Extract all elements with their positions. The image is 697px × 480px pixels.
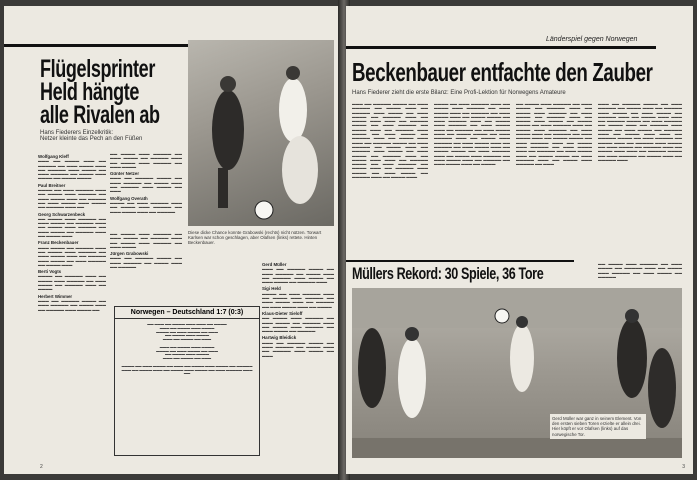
left-photo-caption: Diese dicke Chance konnte Grabowski (rechts) nicht nützen. Torwart Karlsen war schon geschlagen, aber Olafsen (links) rettete. Hinten Beckenbauer.: [188, 230, 322, 246]
second-headline-rule: [346, 260, 574, 262]
left-headline-line2: Held hängte: [40, 78, 140, 106]
player-name: Wolfgang Overath: [110, 195, 148, 201]
player-name: Gerd Müller: [262, 262, 287, 267]
right-column-4: ▬▬▬ ▬▬ ▬▬▬▬▬ ▬▬▬▬ ▬▬ ▬▬▬ ▬▬▬▬▬ ▬▬ ▬▬▬▬ ▬▬▬ ▬▬ ▬▬▬▬▬ ▬▬▬ ▬▬▬▬ ▬▬ ▬▬▬ ▬▬▬▬ ▬▬ ▬▬▬▬▬ ▬▬▬ ▬▬ ▬▬▬▬ ▬▬▬ ▬▬▬ ▬▬ ▬▬▬▬▬ ▬▬▬▬ ▬▬ ▬▬▬ ▬▬▬▬▬ ▬▬ ▬▬▬▬ ▬▬▬ ▬▬ ▬▬▬▬▬ ▬▬▬ ▬▬▬▬ ▬▬ ▬▬▬ ▬▬▬▬ ▬▬ ▬▬▬▬▬ ▬▬▬ ▬▬ ▬▬▬▬ ▬▬▬ ▬▬▬ ▬▬ ▬▬▬▬▬ ▬▬▬▬ ▬▬ ▬▬▬ ▬▬▬▬▬ ▬▬ ▬▬▬▬ ▬▬▬ ▬▬ ▬▬▬▬▬ ▬▬▬ ▬▬▬▬ ▬▬ ▬▬▬ ▬▬▬▬ ▬▬ ▬▬▬▬▬ ▬▬▬ ▬▬ ▬▬▬▬ ▬▬▬ ▬▬▬ ▬▬ ▬▬▬▬▬ ▬▬▬▬ ▬▬ ▬▬▬ ▬▬▬▬▬ ▬▬ ▬▬▬▬ ▬▬▬ ▬▬ ▬▬▬▬▬ ▬▬▬: [598, 102, 682, 162]
player-name: Georg Schwarzenbeck: [38, 211, 86, 217]
player-name: Klaus-Dieter Sieloff: [262, 310, 303, 316]
right-photo-caption: Gerd Müller war ganz in seinem Element. Von den ersten sieben Toren erzielte er allein drei. Hier köpft er vor Olafsen (links) auf das norwegische Tor.: [550, 414, 646, 439]
right-page-number: 3: [682, 464, 685, 470]
right-column-3: ▬▬ ▬▬▬▬ ▬▬▬ ▬▬▬▬▬ ▬▬ ▬▬▬ ▬▬▬▬ ▬▬ ▬▬▬▬▬ ▬▬▬ ▬▬ ▬▬▬▬ ▬▬▬ ▬▬▬▬▬ ▬▬ ▬▬▬ ▬▬▬▬ ▬▬ ▬▬▬▬▬ ▬▬▬ ▬▬ ▬▬▬▬ ▬▬▬ ▬▬▬▬ ▬▬ ▬▬▬▬ ▬▬▬▬ ▬▬ ▬▬▬ ▬▬▬▬▬ ▬▬▬ ▬▬ ▬▬▬▬ ▬▬▬ ▬▬▬▬▬ ▬▬ ▬▬▬ ▬▬▬▬ ▬▬▬ ▬▬ ▬▬▬▬▬ ▬▬ ▬▬▬ ▬▬▬▬ ▬▬▬ ▬▬ ▬▬▬▬ ▬▬▬▬ ▬▬ ▬▬▬ ▬▬▬▬▬ ▬▬▬ ▬▬ ▬▬▬▬ ▬▬▬ ▬▬▬▬▬ ▬▬ ▬▬▬ ▬▬▬▬ ▬▬▬ ▬▬ ▬▬▬▬▬ ▬▬ ▬▬▬ ▬▬▬▬ ▬▬▬ ▬▬ ▬▬▬▬ ▬▬▬▬ ▬▬ ▬▬▬ ▬▬▬▬▬ ▬▬▬ ▬▬ ▬▬▬▬ ▬▬▬ ▬▬▬▬▬ ▬▬ ▬▬▬: [516, 102, 592, 167]
left-column-2-top: ▬▬ ▬▬▬▬ ▬▬▬ ▬▬▬▬▬ ▬▬ ▬▬▬ ▬▬▬▬ ▬▬ ▬▬▬▬▬ ▬▬▬ ▬▬ ▬▬▬▬ ▬▬▬ ▬▬▬▬▬ ▬▬ ▬▬▬ ▬▬▬▬ Günter Netzer ▬▬▬ ▬▬ ▬▬▬▬▬ ▬▬▬▬ ▬▬ ▬▬▬ ▬▬▬▬▬ ▬▬ ▬▬▬▬ ▬▬▬ ▬▬ ▬▬▬▬▬ ▬▬▬ ▬▬▬▬ ▬▬ ▬▬▬ Wolfgang Overath ▬▬▬▬ ▬▬ ▬▬▬ ▬▬▬▬▬ ▬▬▬ ▬▬ ▬▬▬▬ ▬▬▬ ▬▬▬▬▬ ▬▬ ▬▬▬ ▬▬▬▬ ▬▬▬ ▬▬ ▬▬▬▬▬: [110, 152, 182, 214]
player-name: Paul Breitner: [38, 182, 66, 188]
result-box-lineups: ▬▬ ▬▬▬ ▬▬ ▬▬▬▬ ▬▬▬ ▬▬▬ ▬▬ ▬▬▬▬ ▬▬▬ ▬▬ ▬▬▬▬ ▬▬▬ ▬▬▬▬ ▬▬▬▬ ▬▬ ▬▬▬ ▬▬▬▬ ▬▬ ▬▬▬ ▬▬ ▬▬▬▬ ▬▬▬ ▬▬▬▬ ▬▬▬ ▬▬ ▬▬▬▬ ▬▬ ▬▬▬ ▬▬▬ ▬▬ ▬▬▬▬ ▬▬▬ ▬▬▬▬ ▬▬▬▬ ▬▬ ▬▬▬ ▬▬▬▬ ▬▬ ▬▬▬ ▬▬ ▬▬▬▬ ▬▬▬ ▬▬▬▬ ▬▬▬ ▬▬ ▬▬▬▬ ▬▬ ▬▬▬ ▬▬▬▬ ▬▬ ▬▬▬ ▬▬▬▬ ▬▬ ▬▬▬ ▬▬ ▬▬▬▬ ▬▬▬ ▬▬▬▬ ▬▬ ▬▬▬▬▬ ▬▬▬ ▬▬ ▬▬▬▬ ▬▬▬ ▬▬ ▬▬▬▬ ▬▬▬ ▬▬▬▬ ▬▬ ▬▬▬ ▬▬▬▬▬ ▬▬▬ ▬▬: [121, 322, 253, 376]
right-page: [346, 6, 693, 474]
left-column-1: Wolfgang Kleff ▬▬▬ ▬▬ ▬▬▬▬ ▬▬▬ ▬▬ ▬▬▬▬▬ ▬▬ ▬▬▬ ▬▬▬▬ ▬▬▬ ▬▬ ▬▬▬▬▬ ▬▬▬ ▬▬▬▬ ▬▬ ▬▬▬ ▬▬▬▬▬ ▬▬ ▬▬▬▬ ▬▬▬ ▬▬▬▬ ▬▬ ▬▬▬▬ ▬▬▬▬ Paul Breitner ▬▬▬▬ ▬▬ ▬▬▬ ▬▬▬▬▬ ▬▬▬ ▬▬ ▬▬▬▬ ▬▬▬ ▬▬▬▬▬ ▬▬ ▬▬▬ ▬▬▬▬ ▬▬▬ ▬▬ ▬▬▬▬▬ ▬▬ ▬▬▬ ▬▬▬▬ ▬▬▬ ▬▬▬▬ ▬▬ ▬▬▬▬▬ ▬▬▬ ▬▬ Georg Schwarzenbeck ▬▬ ▬▬▬▬ ▬▬▬ ▬▬▬▬▬ ▬▬ ▬▬▬ ▬▬▬▬ ▬▬ ▬▬▬▬▬ ▬▬▬ ▬▬ ▬▬▬▬ ▬▬▬ ▬▬▬▬▬ ▬▬ ▬▬▬ ▬▬▬▬ ▬▬ ▬▬▬▬▬ ▬▬▬ ▬▬ ▬▬▬▬ ▬▬▬ Franz Beckenbauer ▬▬▬ ▬▬▬▬ ▬▬ ▬▬▬▬▬ ▬▬▬ ▬▬ ▬▬▬▬ ▬▬▬ ▬▬▬▬▬ ▬▬ ▬▬▬ ▬▬▬▬ ▬▬▬ ▬▬ ▬▬▬▬▬ ▬▬▬ ▬▬▬▬ ▬▬ ▬▬▬ ▬▬▬▬▬ ▬▬ ▬▬▬▬ ▬▬▬ Berti Vogts ▬▬▬▬ ▬▬ ▬▬▬▬▬ ▬▬▬ ▬▬ ▬▬▬▬ ▬▬▬ ▬▬▬▬▬ ▬▬ ▬▬▬ ▬▬▬▬ ▬▬ ▬▬▬▬▬ ▬▬▬ ▬▬ ▬▬▬▬ Herbert Wimmer ▬▬▬ ▬▬ ▬▬▬▬▬ ▬▬▬▬ ▬▬ ▬▬▬ ▬▬▬▬▬ ▬▬ ▬▬▬▬ ▬▬▬ ▬▬ ▬▬▬▬▬ ▬▬▬ ▬▬▬▬ ▬▬: [38, 154, 106, 312]
player-name: Jürgen Grabowski: [110, 251, 149, 257]
headline-rule: [4, 44, 192, 47]
player-name: Franz Beckenbauer: [38, 240, 79, 246]
left-column-2-mid: ▬▬ ▬▬▬▬ ▬▬▬ ▬▬▬▬▬ ▬▬ ▬▬▬ ▬▬▬▬ ▬▬ ▬▬▬▬▬ ▬▬▬ ▬▬ ▬▬▬▬ ▬▬▬ ▬▬▬▬▬ ▬▬ ▬▬▬ ▬▬▬▬ Jürgen Grabowski ▬▬▬ ▬▬ ▬▬▬▬▬ ▬▬▬▬ ▬▬ ▬▬▬ ▬▬▬▬▬ ▬▬ ▬▬▬▬ ▬▬▬ ▬▬ ▬▬▬▬▬: [110, 232, 182, 270]
right-column-1: ▬▬▬ ▬▬ ▬▬▬▬▬ ▬▬▬▬ ▬▬ ▬▬▬ ▬▬▬▬▬ ▬▬ ▬▬▬▬ ▬▬▬ ▬▬ ▬▬▬▬▬ ▬▬▬ ▬▬▬▬ ▬▬ ▬▬▬ ▬▬▬▬ ▬▬ ▬▬▬▬▬ ▬▬▬ ▬▬ ▬▬▬▬ ▬▬▬ ▬▬▬ ▬▬ ▬▬▬▬▬ ▬▬▬▬ ▬▬ ▬▬▬ ▬▬▬▬▬ ▬▬ ▬▬▬▬ ▬▬▬ ▬▬ ▬▬▬▬▬ ▬▬▬ ▬▬▬▬ ▬▬ ▬▬▬ ▬▬▬▬ ▬▬ ▬▬▬▬▬ ▬▬▬ ▬▬ ▬▬▬▬ ▬▬▬ ▬▬▬ ▬▬ ▬▬▬▬▬ ▬▬▬▬ ▬▬ ▬▬▬ ▬▬▬▬▬ ▬▬ ▬▬▬▬ ▬▬▬ ▬▬ ▬▬▬▬▬ ▬▬▬ ▬▬▬▬ ▬▬ ▬▬▬ ▬▬▬▬ ▬▬ ▬▬▬▬▬ ▬▬▬ ▬▬ ▬▬▬▬ ▬▬▬ ▬▬▬ ▬▬ ▬▬▬▬▬ ▬▬▬▬ ▬▬ ▬▬▬ ▬▬▬▬▬ ▬▬ ▬▬▬▬ ▬▬▬ ▬▬ ▬▬▬▬▬ ▬▬▬ ▬▬▬▬ ▬▬ ▬▬▬ ▬▬▬▬ ▬▬ ▬▬▬▬▬ ▬▬▬ ▬▬ ▬▬▬▬ ▬▬▬: [352, 102, 428, 180]
right-kicker: Länderspiel gegen Norwegen: [546, 36, 638, 43]
player-name: Hartwig Bleidick: [262, 335, 297, 341]
players-illustration: [188, 40, 334, 226]
left-headline: [40, 55, 184, 129]
result-box: [114, 306, 260, 456]
right-subtitle: Hans Fiederer zieht die erste Bilanz: Eine Profi-Lektion für Norwegens Amateure: [352, 90, 566, 96]
right-column-2: ▬▬▬▬ ▬▬ ▬▬▬ ▬▬▬▬▬ ▬▬▬ ▬▬ ▬▬▬▬ ▬▬▬ ▬▬▬▬▬ ▬▬ ▬▬▬ ▬▬▬▬ ▬▬▬ ▬▬ ▬▬▬▬▬ ▬▬ ▬▬▬ ▬▬▬▬ ▬▬▬ ▬▬ ▬▬▬▬ ▬▬▬▬ ▬▬ ▬▬▬ ▬▬▬▬▬ ▬▬▬ ▬▬ ▬▬▬▬ ▬▬▬ ▬▬▬▬▬ ▬▬ ▬▬▬ ▬▬▬▬ ▬▬▬ ▬▬ ▬▬▬▬▬ ▬▬ ▬▬▬ ▬▬▬▬ ▬▬▬ ▬▬ ▬▬▬▬ ▬▬▬▬ ▬▬ ▬▬▬ ▬▬▬▬▬ ▬▬▬ ▬▬ ▬▬▬▬ ▬▬▬ ▬▬▬▬▬ ▬▬ ▬▬▬ ▬▬▬▬ ▬▬▬ ▬▬ ▬▬▬▬▬ ▬▬ ▬▬▬ ▬▬▬▬ ▬▬▬ ▬▬ ▬▬▬▬ ▬▬▬▬ ▬▬ ▬▬▬ ▬▬▬▬▬ ▬▬▬ ▬▬ ▬▬▬▬ ▬▬▬ ▬▬▬▬▬ ▬▬ ▬▬▬ ▬▬▬▬ ▬▬▬ ▬▬ ▬▬▬▬▬ ▬▬ ▬▬▬ ▬▬▬▬ ▬▬▬ ▬▬ ▬▬▬▬: [434, 102, 510, 167]
left-page: [4, 6, 342, 474]
player-name: Sigi Held: [262, 286, 281, 292]
left-subtitle: [40, 130, 142, 142]
left-headline-line1: Flügelsprinter: [40, 55, 155, 83]
left-subtitle-line2: Netzer kleinte das Pech an den Füßen: [40, 136, 143, 142]
left-subtitle-line1: Hans Fiederers Einzelkritik:: [40, 130, 114, 136]
left-headline-line3: alle Rivalen ab: [40, 101, 160, 129]
right-headline-rule: [346, 46, 656, 49]
right-headline-2: Müllers Rekord: 30 Spiele, 36 Tore: [352, 264, 544, 283]
match-photo-left: [188, 40, 334, 226]
player-name: Günter Netzer: [110, 171, 140, 177]
right-headline: Beckenbauer entfachte den Zauber: [352, 57, 653, 87]
left-page-number: 2: [40, 464, 43, 470]
left-column-3: Gerd Müller ▬▬▬ ▬▬ ▬▬▬▬▬ ▬▬▬▬ ▬▬ ▬▬▬ ▬▬▬▬▬ ▬▬ ▬▬▬▬ ▬▬▬ ▬▬ ▬▬▬▬▬ ▬▬▬ ▬▬▬▬ ▬▬ ▬▬▬ ▬▬▬▬ ▬▬ ▬▬▬▬▬ ▬▬▬ Sigi Held ▬▬▬▬ ▬▬ ▬▬▬ ▬▬▬▬▬ ▬▬▬ ▬▬ ▬▬▬▬ ▬▬▬ ▬▬▬▬▬ ▬▬ ▬▬▬ ▬▬▬▬ ▬▬▬ ▬▬ ▬▬▬▬▬ ▬▬ ▬▬▬ ▬▬▬▬ ▬▬▬ ▬▬ ▬▬▬▬ Klaus-Dieter Sieloff ▬▬ ▬▬▬▬ ▬▬▬ ▬▬▬▬▬ ▬▬ ▬▬▬ ▬▬▬▬ ▬▬ ▬▬▬▬▬ ▬▬▬ ▬▬ ▬▬▬▬ ▬▬▬ ▬▬▬▬▬ ▬▬ ▬▬▬ ▬▬▬▬ ▬▬ ▬▬▬▬▬ Hartwig Bleidick ▬▬▬ ▬▬ ▬▬▬▬▬ ▬▬▬▬ ▬▬ ▬▬▬ ▬▬▬▬▬ ▬▬ ▬▬▬▬ ▬▬▬ ▬▬ ▬▬▬▬▬ ▬▬▬ ▬▬▬▬ ▬▬ ▬▬▬: [262, 262, 334, 358]
right-column-4-bottom: ▬▬ ▬▬▬▬ ▬▬▬ ▬▬▬▬▬ ▬▬ ▬▬▬ ▬▬▬▬ ▬▬ ▬▬▬▬▬ ▬▬▬ ▬▬ ▬▬▬▬ ▬▬▬ ▬▬▬▬▬ ▬▬ ▬▬▬ ▬▬▬▬ ▬▬ ▬▬▬▬▬: [598, 262, 682, 279]
player-name: Berti Vogts: [38, 269, 62, 275]
player-name: Herbert Wimmer: [38, 293, 73, 299]
result-box-title: Norwegen – Deutschland 1:7 (0:3): [115, 307, 259, 319]
player-name: Wolfgang Kleff: [38, 154, 69, 159]
